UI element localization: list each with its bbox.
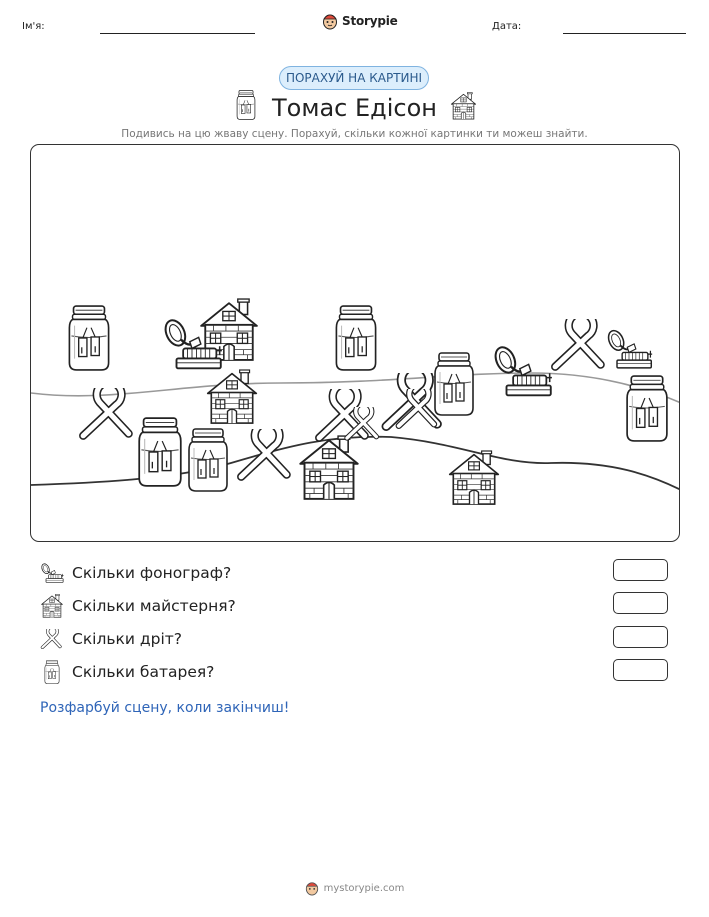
workshop-icon [40, 594, 64, 618]
name-field[interactable] [100, 33, 255, 34]
storypie-mascot-icon [305, 880, 319, 896]
workshop-title-icon [450, 92, 477, 120]
question-text: Скільки фонограф? [72, 564, 232, 582]
wire-item [83, 382, 128, 436]
phonograph-item [606, 328, 653, 368]
question-text: Скільки дріт? [72, 630, 183, 648]
battery-jar-item [336, 306, 375, 370]
name-label: Ім'я: [22, 21, 45, 32]
battery-jar-item [435, 353, 473, 415]
question-phonograph [40, 560, 231, 586]
battery-jar-item [627, 376, 667, 441]
answer-box-wire[interactable] [613, 626, 668, 648]
battery-jar-item [69, 306, 108, 370]
battery-jar-item [139, 418, 181, 486]
scene-illustration [31, 145, 680, 542]
counting-scene [30, 144, 680, 542]
wire-icon [40, 627, 64, 651]
question-wire [40, 626, 182, 652]
question-text: Скільки батарея? [72, 663, 215, 681]
date-field[interactable] [563, 33, 686, 34]
storypie-mascot-icon [322, 12, 338, 30]
workshop-item [450, 451, 499, 504]
footer-site-link[interactable]: mystorypie.com [323, 882, 405, 894]
answer-box-workshop[interactable] [613, 592, 668, 614]
question-text: Скільки майстерня? [72, 597, 236, 615]
footer [0, 880, 709, 896]
battery-jar-item [189, 429, 227, 491]
battery-jar-icon [40, 660, 64, 684]
workshop-item [300, 436, 357, 499]
workshop-item [208, 370, 257, 423]
answer-box-phonograph[interactable] [613, 559, 668, 581]
wire-item [555, 313, 600, 367]
answer-box-battery[interactable] [613, 659, 668, 681]
coloring-instruction: Розфарбуй сцену, коли закінчиш! [40, 700, 290, 716]
date-label: Дата: [492, 21, 522, 32]
phonograph-icon [40, 561, 64, 585]
page-title: Томас Едісон [272, 94, 437, 122]
question-battery [40, 659, 214, 685]
phonograph-item [492, 344, 552, 395]
brand-name: Storypie [342, 14, 398, 28]
activity-badge: ПОРАХУЙ НА КАРТИНІ [279, 66, 429, 90]
question-workshop [40, 593, 236, 619]
brand-logo [322, 12, 398, 30]
page-subtitle: Подивись на цю жваву сцену. Порахуй, скільки кожної картинки ти можеш знайти. [121, 128, 588, 140]
